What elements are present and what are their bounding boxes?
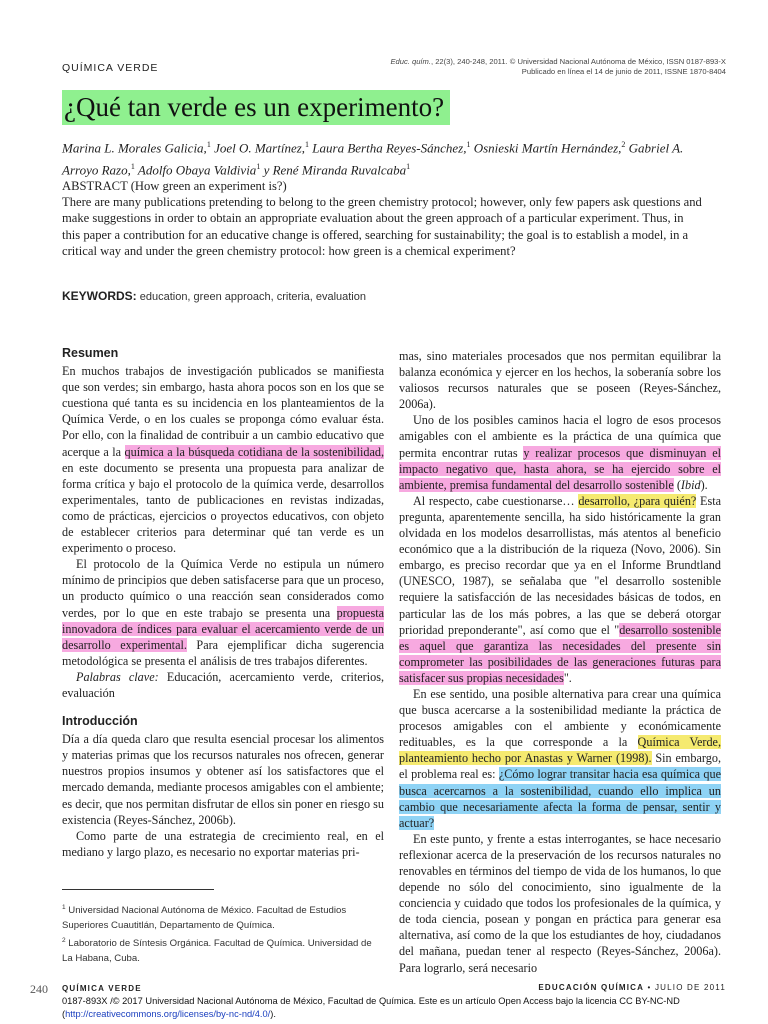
affiliation-mark: 1 xyxy=(256,161,261,171)
text-run: ". xyxy=(563,670,572,685)
footnote-2 xyxy=(62,934,384,967)
footer-section: QUÍMICA VERDE xyxy=(62,984,142,993)
abstract xyxy=(62,178,702,259)
section-label: QUÍMICA VERDE xyxy=(62,62,159,74)
author-7: y René Miranda Ruvalcaba xyxy=(260,162,407,178)
license-text: 0187-893X /© 2017 Universidad Nacional Autónoma de México, Facultad de Química. Este es un artículo Open Access bajo la licencia CC BY-NC-ND ( xyxy=(62,996,680,1019)
introduccion-heading: Introducción xyxy=(62,714,138,729)
affiliation-mark: 1 xyxy=(406,161,411,171)
affiliation-mark: 1 xyxy=(305,140,310,149)
text-run: En muchos trabajos de investigación publicados se manifiesta que son verdes; sin embargo, hasta ahora pocos son en los que se cuestiona qué tanta es su incidencia en los planteamientos de la Química Verde, o en los cuales se proponga cómo evaluar ésta. Por ello, con la finalidad de contribuir a un cambio educativo que acerque a la xyxy=(62,364,384,459)
palabras-clave-label: Palabras clave: xyxy=(76,669,159,684)
footnote-divider xyxy=(62,889,214,890)
text-run: El protocolo de la Química Verde no estipula un número mínimo de principios que deben satisfacerse para que un proceso, un producto químico o una reacción sean considerados como verdes, por lo que en este trabajo se presenta una xyxy=(62,557,384,620)
palabras-clave xyxy=(62,669,384,701)
keywords-text: education, green approach, criteria, evaluation xyxy=(136,291,366,303)
license-link[interactable]: http://creativecommons.org/licenses/by-nc-nd/4.0/ xyxy=(65,1009,271,1019)
author-list xyxy=(62,136,722,180)
keywords xyxy=(62,288,702,305)
license-notice xyxy=(62,995,742,1021)
citation-line-1-rest: , 22(3), 240-248, 2011. © Universidad Nacional Autónoma de México, ISSN 0187-893-X xyxy=(430,57,726,66)
citation-line-1 xyxy=(306,57,726,67)
highlight-pink: desarrollo sostenible es aquel que garantiza las necesidades del presente sin comprometer las posibilidades de las generaciones futuras para satisfacer sus propias necesidades xyxy=(399,622,721,685)
footnote-mark: 2 xyxy=(62,936,66,944)
highlight-pink: química a la búsqueda cotidiana de la sostenibilidad, xyxy=(124,444,384,459)
citation-info xyxy=(306,57,726,77)
footer-date: • JULIO DE 2011 xyxy=(644,983,726,992)
page-number: 240 xyxy=(30,982,48,996)
text-run: ). xyxy=(700,477,708,492)
text-run: en este documento se presenta una propuesta para analizar de forma crítica y bajo el protocolo de la química verde, desarrollos experimentales, tanto de publicaciones en revistas indizadas, como de prácticas, ejercicios o proyectos educativos, con objeto de establecer criterios para determinar qué tan verde es un experimento o proceso. xyxy=(62,460,384,556)
text-run: Esta pregunta, aparentemente sencilla, ha sido históricamente la gran olvidada en los modelos desarrollistas, más atentos al beneficio económico que a la distribución de la riqueza (Novo, 2006). Sin embargo, es preciso recordar que ya en el Informe Brundtland (UNESCO, 1987), se señalaba que "el desarrollo sostenible requiere la satisfacción de las necesidades básicas de todos, en particular las de los más pobres, a las que se deberá otorgar prioridad preponderante", así como que el " xyxy=(399,493,721,637)
highlight-pink: propuesta innovadora de índices para evaluar el acercamiento verde de un desarrollo experimental. xyxy=(62,605,384,652)
abstract-heading: ABSTRACT (How green an experiment is?) xyxy=(62,179,287,193)
intro-paragraph-2: Como parte de una estrategia de crecimiento real, en el mediano y largo plazo, es necesario no exportar materias pri- xyxy=(62,828,384,859)
keywords-label: KEYWORDS: xyxy=(62,289,137,303)
footnote-text: Laboratorio de Síntesis Orgánica. Facultad de Química. Universidad de La Habana, Cuba. xyxy=(62,937,372,964)
abstract-body: There are many publications pretending to belong to the green chemistry protocol; however, only few papers ask questions and make suggestions in order to obtain an appropriate evaluation about the green approach of a particular experiment. Thus, in this paper a contribution for an educative change is offered, searching for sustainability; the goal is to establish a model, in a critical way and under the green chemistry protocol: how green is a chemical experiment? xyxy=(62,195,702,258)
resumen-paragraph-2 xyxy=(62,556,384,669)
footnote-1 xyxy=(62,901,384,934)
footnotes xyxy=(62,901,384,967)
text-run: Para ejemplificar dicha sugerencia metodológica se presenta el análisis de tres trabajos diferentes. xyxy=(62,637,384,668)
text-run: Uno de los posibles caminos hacia el logro de esos procesos amigables con el ambiente es la práctica de una química que permita encontrar rutas xyxy=(399,413,721,460)
highlight-yellow: desarrollo, ¿para quién? xyxy=(578,493,697,508)
right-paragraph-5: En este punto, y frente a estas interrogantes, se hace necesario reflexionar acerca de la preservación de los recursos naturales no renovables en términos del tiempo de vida de los humanos, lo que depende no sólo del conocimiento, sino igualmente de la conciencia y cuidado que todos los profesionales de la química, y de toda ciencia, posean y pongan en práctica para generar esa alternativa, así como de la que los estudiantes de hoy, ciudadanos del mañana, puedan tener al respecto (Reyes-Sánchez, 2006a). Para lograrlo, será necesario xyxy=(399,831,721,975)
footnote-mark: 1 xyxy=(62,904,66,911)
resumen-heading: Resumen xyxy=(62,346,119,360)
affiliation-mark: 1 xyxy=(466,140,471,149)
right-paragraph-4 xyxy=(399,686,721,831)
right-paragraph-1: mas, sino materiales procesados que nos permitan equilibrar la balanza económica y ejercer en los hechos, la soberanía sobre los valiosos recursos naturales que se poseen (Reyes-Sánchez, 2006a). xyxy=(399,349,721,412)
author-1: Marina L. Morales Galicia, xyxy=(62,140,207,156)
author-3: Laura Bertha Reyes-Sánchez, xyxy=(309,140,467,156)
author-5: Gabriel A. Arroyo Razo, xyxy=(62,140,684,178)
left-column xyxy=(62,345,384,860)
palabras-clave-text: Educación, acercamiento verde, criterios, evaluación xyxy=(62,669,384,700)
highlight-blue: ¿Cómo lograr transitar hacia esa química que busca acercarnos a la sostenibilidad, cuando ello implica un cambio que necesariamente afecta la forma de pensar, sentir y actuar? xyxy=(399,767,721,830)
article-title: ¿Qué tan verde es un experimento? xyxy=(62,90,450,125)
right-column xyxy=(399,348,721,976)
text-run: Al respecto, cabe cuestionarse… xyxy=(413,493,579,508)
affiliation-mark: 1 xyxy=(130,161,135,171)
affiliation-mark: 1 xyxy=(206,140,211,149)
resumen-paragraph-1 xyxy=(62,363,384,556)
footer-journal-name: EDUCACIÓN QUÍMICA xyxy=(538,983,645,992)
intro-paragraph-1: Día a día queda claro que resulta esencial procesar los alimentos y materias primas que los recursos naturales nos ofrecen, generar nuestros propios insumos y obtener así los satisfactores que el mercado demanda, mediante procesos amigables con el ambiente; es decir, que nos permitan disfrutar de ellos sin poner en riesgo su existencia (Reyes-Sánchez, 2006b). xyxy=(62,732,384,827)
highlight-yellow: Química Verde, planteamiento hecho por Anastas y Warner (1998). xyxy=(399,735,722,766)
right-paragraph-3 xyxy=(399,493,721,686)
text-run: ( xyxy=(673,477,681,492)
affiliation-mark: 2 xyxy=(621,140,626,149)
right-paragraph-2 xyxy=(399,412,721,492)
footer-journal xyxy=(538,983,726,992)
text-run: Sin embargo, el problema real es: xyxy=(399,751,721,782)
highlight-pink: y realizar procesos que disminuyan el impacto negativo que, hasta ahora, se ha ejercido sobre el ambiente, premisa fundamental del desarrollo sostenible xyxy=(399,445,722,492)
footnote-text: Universidad Nacional Autónoma de México. Facultad de Estudios Superiores Cuautitlán, Departamento de Química. xyxy=(62,905,347,931)
author-6: Adolfo Obaya Valdivia xyxy=(134,162,257,178)
text-run: En ese sentido, una posible alternativa para crear una química que busca acercarse a la sostenibilidad mediante la práctica de procesos amigables con el ambiente y económicamente redituables, es la que corresponde a la xyxy=(399,686,721,750)
citation-journal: Educ. quím. xyxy=(390,57,431,66)
citation-line-2: Publicado en línea el 14 de junio de 2011, ISSNE 1870-8404 xyxy=(521,67,726,76)
author-4: Osnieski Martín Hernández, xyxy=(470,140,622,156)
author-2: Joel O. Martínez, xyxy=(210,140,306,156)
license-end: ). xyxy=(270,1009,276,1019)
ibid-ref: Ibid xyxy=(680,477,701,492)
